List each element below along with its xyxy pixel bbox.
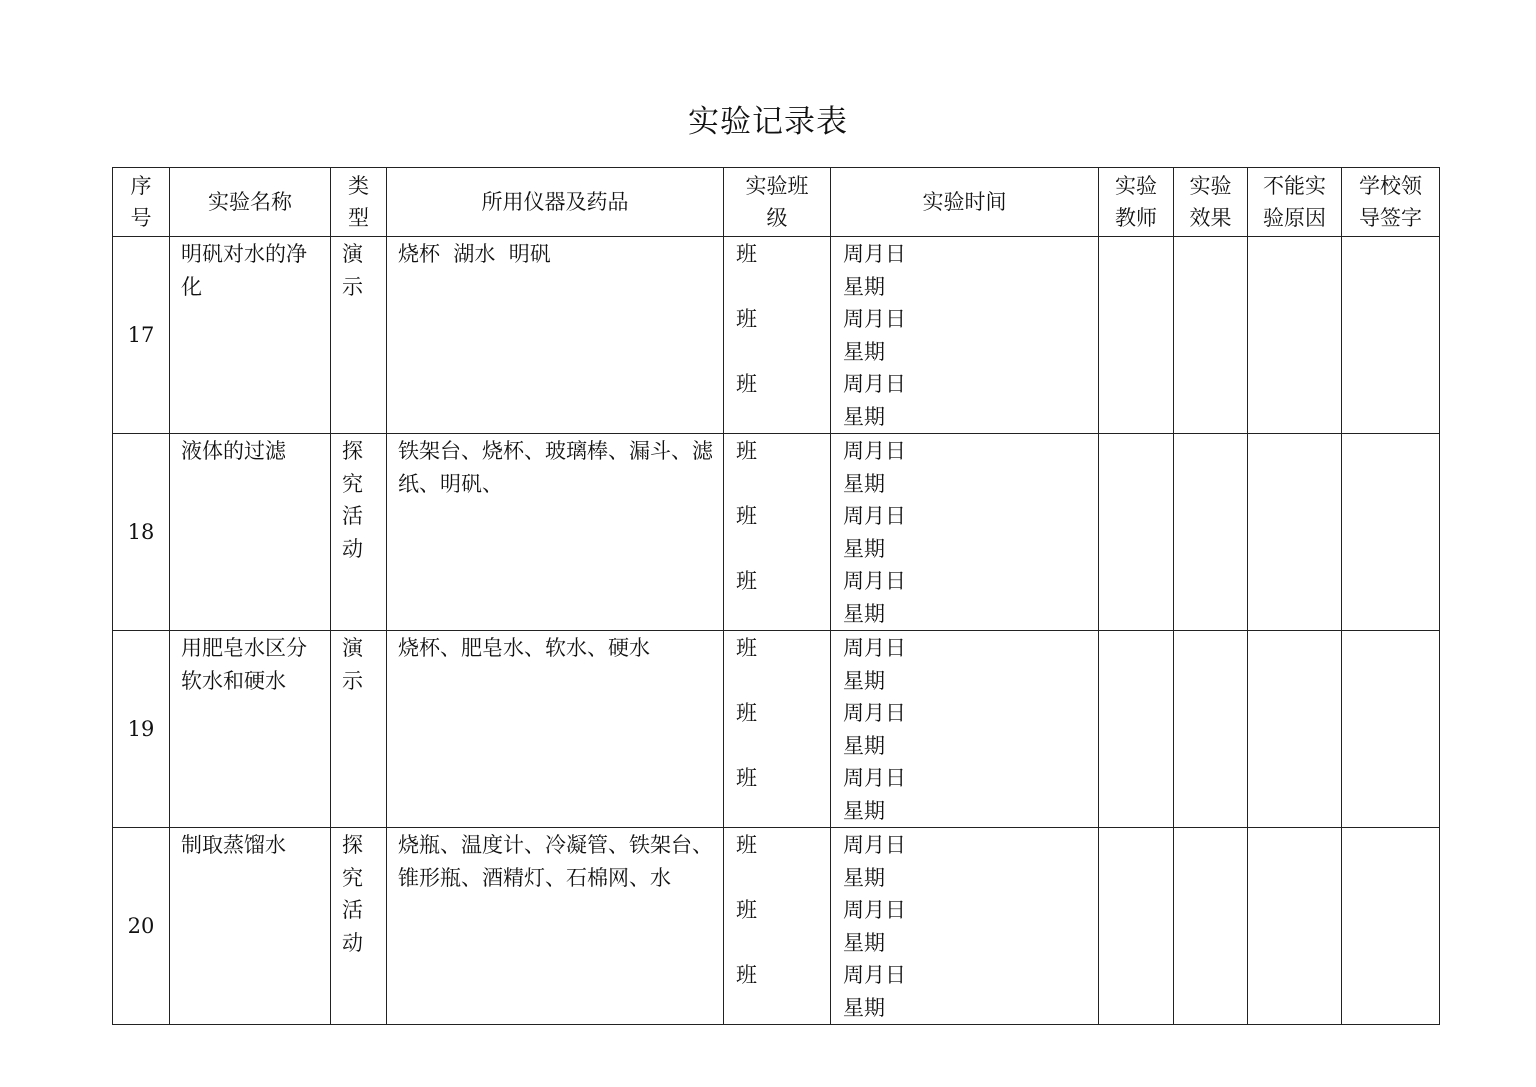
header-seq: 序号 — [113, 168, 170, 237]
experiment-name-cell: 明矾对水的净化 — [170, 237, 331, 434]
header-type: 类型 — [331, 168, 387, 237]
class-label: 班 — [736, 766, 757, 790]
time-date-label: 周月日 — [843, 833, 906, 857]
class-label: 班 — [736, 242, 757, 266]
class-cell — [724, 237, 831, 434]
seq-cell: 19 — [113, 631, 170, 828]
equipment-cell — [387, 631, 724, 828]
class-cell — [724, 828, 831, 1025]
type-cell — [331, 631, 387, 828]
equipment-cell — [387, 434, 724, 631]
time-date-label: 周月日 — [843, 701, 906, 725]
header-teacher: 实验教师 — [1099, 168, 1174, 237]
sign-cell — [1342, 237, 1440, 434]
teacher-cell — [1099, 828, 1174, 1025]
type-text: 探究活动 — [342, 439, 363, 561]
type-text: 演示 — [342, 636, 363, 693]
table-row — [113, 434, 1440, 631]
class-label: 班 — [736, 701, 757, 725]
time-date-label: 周月日 — [843, 439, 906, 463]
time-date-label: 周月日 — [843, 307, 906, 331]
time-date-label: 周月日 — [843, 766, 906, 790]
header-class: 实验班级 — [724, 168, 831, 237]
experiment-name-cell: 制取蒸馏水 — [170, 828, 331, 1025]
time-date-label: 周月日 — [843, 504, 906, 528]
time-weekday-label: 星期 — [843, 733, 885, 758]
header-reason: 不能实验原因 — [1248, 168, 1342, 237]
seq-cell: 18 — [113, 434, 170, 631]
class-label: 班 — [736, 898, 757, 922]
time-cell — [831, 631, 1099, 828]
effect-cell — [1174, 434, 1248, 631]
time-weekday-label: 星期 — [843, 404, 885, 429]
time-cell — [831, 237, 1099, 434]
experiment-record-table — [112, 167, 1440, 1025]
time-date-label: 周月日 — [843, 569, 906, 593]
type-cell — [331, 828, 387, 1025]
sign-cell — [1342, 631, 1440, 828]
class-label: 班 — [736, 569, 757, 593]
teacher-cell — [1099, 631, 1174, 828]
time-weekday-label: 星期 — [843, 930, 885, 955]
table-row — [113, 237, 1440, 434]
time-weekday-label: 星期 — [843, 798, 885, 823]
class-label: 班 — [736, 439, 757, 463]
time-date-label: 周月日 — [843, 898, 906, 922]
time-date-label: 周月日 — [843, 242, 906, 266]
class-label: 班 — [736, 833, 757, 857]
teacher-cell — [1099, 434, 1174, 631]
effect-cell — [1174, 237, 1248, 434]
time-cell — [831, 828, 1099, 1025]
header-row — [113, 168, 1440, 237]
time-weekday-label: 星期 — [843, 995, 885, 1020]
time-cell — [831, 434, 1099, 631]
class-cell — [724, 631, 831, 828]
time-weekday-label: 星期 — [843, 471, 885, 496]
header-sign: 学校领导签字 — [1342, 168, 1440, 237]
header-effect: 实验效果 — [1174, 168, 1248, 237]
reason-cell — [1248, 434, 1342, 631]
page-title: 实验记录表 — [688, 104, 848, 140]
header-name: 实验名称 — [170, 168, 331, 237]
reason-cell — [1248, 828, 1342, 1025]
time-weekday-label: 星期 — [843, 536, 885, 561]
type-text: 探究活动 — [342, 833, 363, 955]
time-date-label: 周月日 — [843, 963, 906, 987]
reason-cell — [1248, 237, 1342, 434]
sign-cell — [1342, 434, 1440, 631]
time-date-label: 周月日 — [843, 636, 906, 660]
teacher-cell — [1099, 237, 1174, 434]
type-text: 演示 — [342, 242, 363, 299]
header-equipment: 所用仪器及药品 — [387, 168, 724, 237]
sign-cell — [1342, 828, 1440, 1025]
table-row — [113, 828, 1440, 1025]
seq-cell: 20 — [113, 828, 170, 1025]
class-label: 班 — [736, 636, 757, 660]
header-time: 实验时间 — [831, 168, 1099, 237]
equipment-text: 烧杯 湖水 明矾 — [398, 242, 551, 266]
seq-cell: 17 — [113, 237, 170, 434]
experiment-name-cell: 用肥皂水区分软水和硬水 — [170, 631, 331, 828]
effect-cell — [1174, 828, 1248, 1025]
class-label: 班 — [736, 504, 757, 528]
class-label: 班 — [736, 372, 757, 396]
class-label: 班 — [736, 963, 757, 987]
effect-cell — [1174, 631, 1248, 828]
equipment-text: 烧杯、肥皂水、软水、硬水 — [398, 636, 650, 660]
equipment-cell — [387, 237, 724, 434]
type-cell — [331, 434, 387, 631]
class-cell — [724, 434, 831, 631]
class-label: 班 — [736, 307, 757, 331]
time-weekday-label: 星期 — [843, 274, 885, 299]
equipment-cell — [387, 828, 724, 1025]
type-cell — [331, 237, 387, 434]
time-weekday-label: 星期 — [843, 865, 885, 890]
time-date-label: 周月日 — [843, 372, 906, 396]
equipment-text: 烧瓶、温度计、冷凝管、铁架台、锥形瓶、酒精灯、石棉网、水 — [398, 833, 713, 890]
reason-cell — [1248, 631, 1342, 828]
table-row — [113, 631, 1440, 828]
time-weekday-label: 星期 — [843, 668, 885, 693]
equipment-text: 铁架台、烧杯、玻璃棒、漏斗、滤纸、明矾、 — [398, 439, 713, 496]
time-weekday-label: 星期 — [843, 601, 885, 626]
experiment-name-cell: 液体的过滤 — [170, 434, 331, 631]
time-weekday-label: 星期 — [843, 339, 885, 364]
